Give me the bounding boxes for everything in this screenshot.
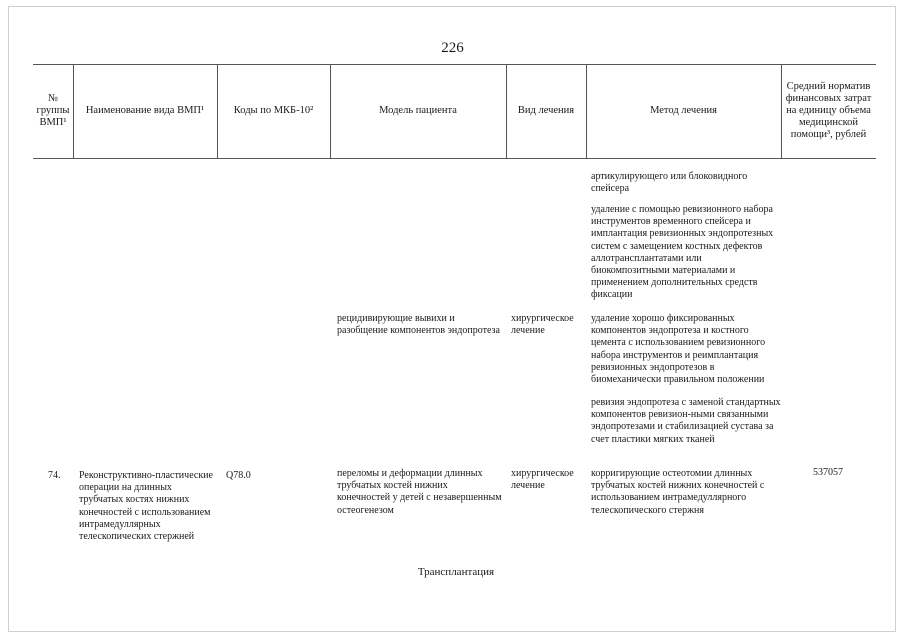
group-number: 74. — [48, 470, 61, 481]
header-vmp-name: Наименование вида ВМП¹ — [85, 105, 205, 116]
vmp-name-text: Реконструктивно-пластические операции на длинных трубчатых костях нижних конечностей с использованием интрамедуллярных телескопических стержней — [79, 470, 213, 543]
treatment-type-text: хирургическое лечение — [511, 313, 574, 337]
treatment-method-text: артикулирующего или блоковидного спейсера — [591, 171, 748, 195]
header-cost-norm: Средний норматив финансовых затрат на единицу объема медицинской помощи³, рублей — [785, 81, 872, 140]
header-bottom-rule — [33, 158, 876, 159]
treatment-method-text: удаление хорошо фиксированных компонентов эндопротеза и костного цемента с использованием ревизионного набора инструментов и реимплантация ревизионных эндопротезов в биомеханически правильном положении — [591, 313, 766, 386]
patient-model-text: переломы и деформации длинных трубчатых костей нижних конечностей у детей с незавершенным остеогенезом — [337, 468, 502, 516]
header-treatment-type: Вид лечения — [517, 105, 575, 116]
cost-value: 537057 — [813, 467, 843, 478]
header-group-no: № группы ВМП¹ — [36, 93, 70, 128]
header-icd-codes: Коды по МКБ-10² — [233, 105, 314, 116]
icd-code-text: Q78.0 — [226, 470, 251, 481]
treatment-method-text: корригирующие остеотомии длинных трубчатых костей нижних конечностей с использованием интрамедуллярного телескопического стержня — [591, 468, 765, 516]
treatment-method-text: ревизия эндопротеза с заменой стандартных компонентов ревизион-ными связанными эндопротезами и стабилизацией сустава за счет пластики мягких тканей — [591, 397, 781, 445]
header-patient-model: Модель пациента — [379, 105, 457, 116]
patient-model-text: рецидивирующие вывихи и разобщение компонентов эндопротеза — [337, 313, 500, 337]
page-number: 226 — [441, 40, 464, 56]
treatment-method-text: удаление с помощью ревизионного набора инструментов временного спейсера и имплантация ревизионных эндопротезных систем с замещением костных дефектов аллотрансплантатами или биокомпозитными материалами и применением дополнительных средств фиксации — [591, 204, 774, 301]
treatment-type-text: хирургическое лечение — [511, 468, 574, 492]
header-treatment-method: Метод лечения — [650, 105, 717, 116]
section-title: Трансплантация — [417, 566, 495, 578]
